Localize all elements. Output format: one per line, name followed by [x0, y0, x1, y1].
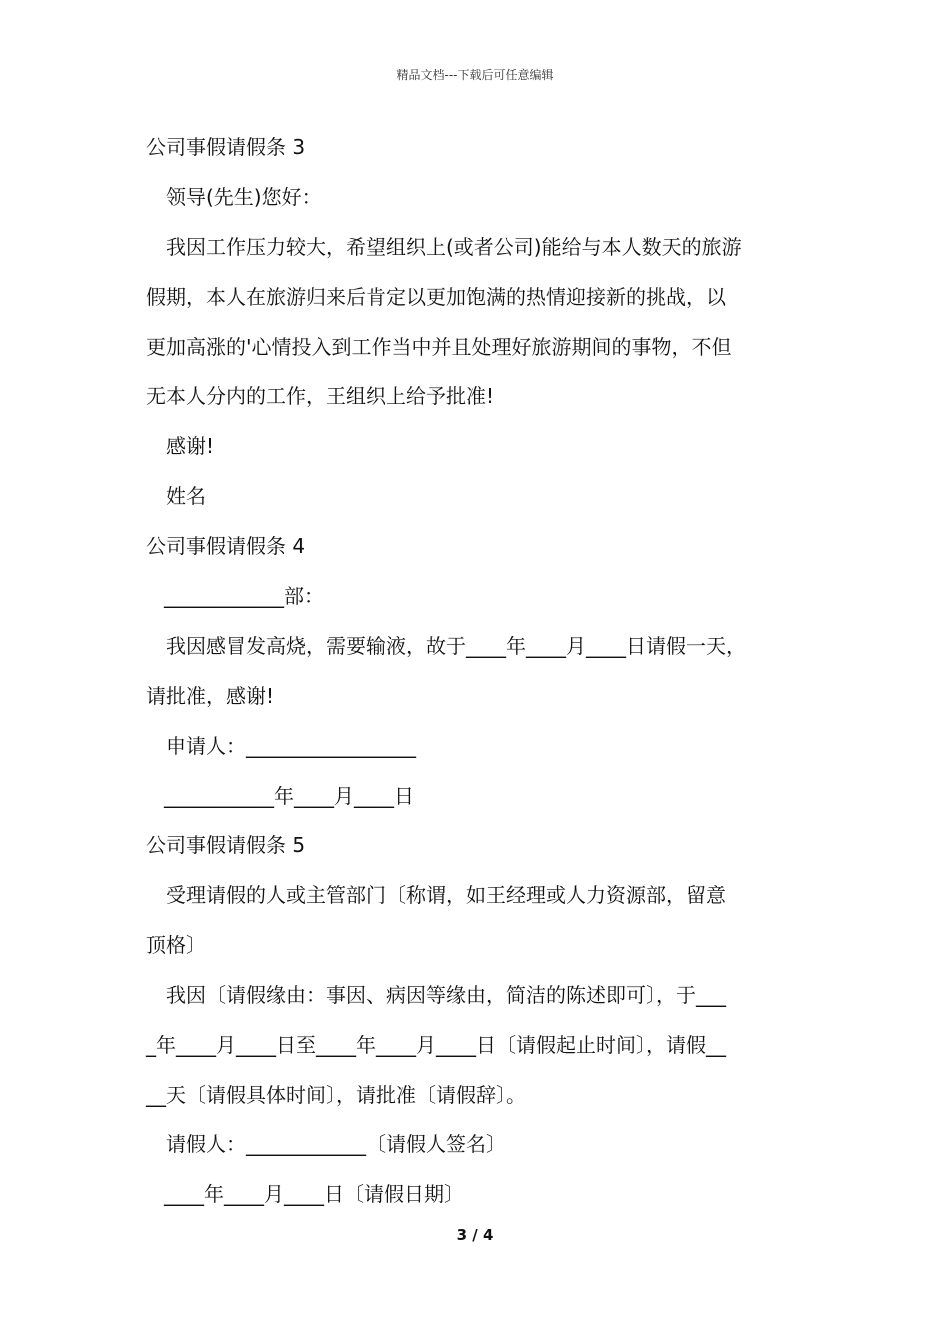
body-line: 无本人分内的工作，王组织上给予批准!: [146, 384, 495, 408]
thanks-line: 感谢!: [166, 434, 215, 458]
applicant-line: 申请人：_________________: [166, 734, 416, 758]
body-line: __天〔请假具体时间〕，请批准〔请假辞〕。: [146, 1083, 526, 1107]
body-line: 更加高涨的'心情投入到工作当中并且处理好旅游期间的事物，不但: [146, 335, 732, 359]
body-line: 顶格〕: [146, 933, 206, 957]
page-number: 3 / 4: [456, 1226, 494, 1244]
section-title-3: 公司事假请假条 3: [146, 135, 306, 159]
name-line: 姓名: [166, 484, 206, 508]
body-line: 我因〔请假缘由：事因、病因等缘由，简洁的陈述即可〕，于___: [166, 983, 726, 1007]
body-line: _年____月____日至____年____月____日〔请假起止时间〕，请假__: [146, 1033, 726, 1057]
requester-line: 请假人：____________〔请假人签名〕: [166, 1132, 506, 1156]
section-title-4: 公司事假请假条 4: [146, 534, 306, 558]
salutation: 领导(先生)您好：: [166, 185, 322, 209]
body-line: 受理请假的人或主管部门〔称谓，如王经理或人力资源部，留意: [166, 883, 726, 907]
body-line: 我因工作压力较大，希望组织上(或者公司)能给与本人数天的旅游: [166, 235, 742, 259]
date-line: ___________年____月____日: [164, 784, 414, 808]
header-note: 精品文档---下载后可任意编辑: [396, 68, 554, 82]
body-line: 假期，本人在旅游归来后肯定以更加饱满的热情迎接新的挑战，以: [146, 285, 726, 309]
department-line: ____________部：: [164, 584, 324, 608]
body-line: 我因感冒发高烧，需要输液，故于____年____月____日请假一天，: [166, 634, 746, 658]
section-title-5: 公司事假请假条 5: [146, 833, 306, 857]
body-line: 请批准，感谢!: [146, 684, 275, 708]
request-date-line: ____年____月____日〔请假日期〕: [164, 1182, 464, 1206]
